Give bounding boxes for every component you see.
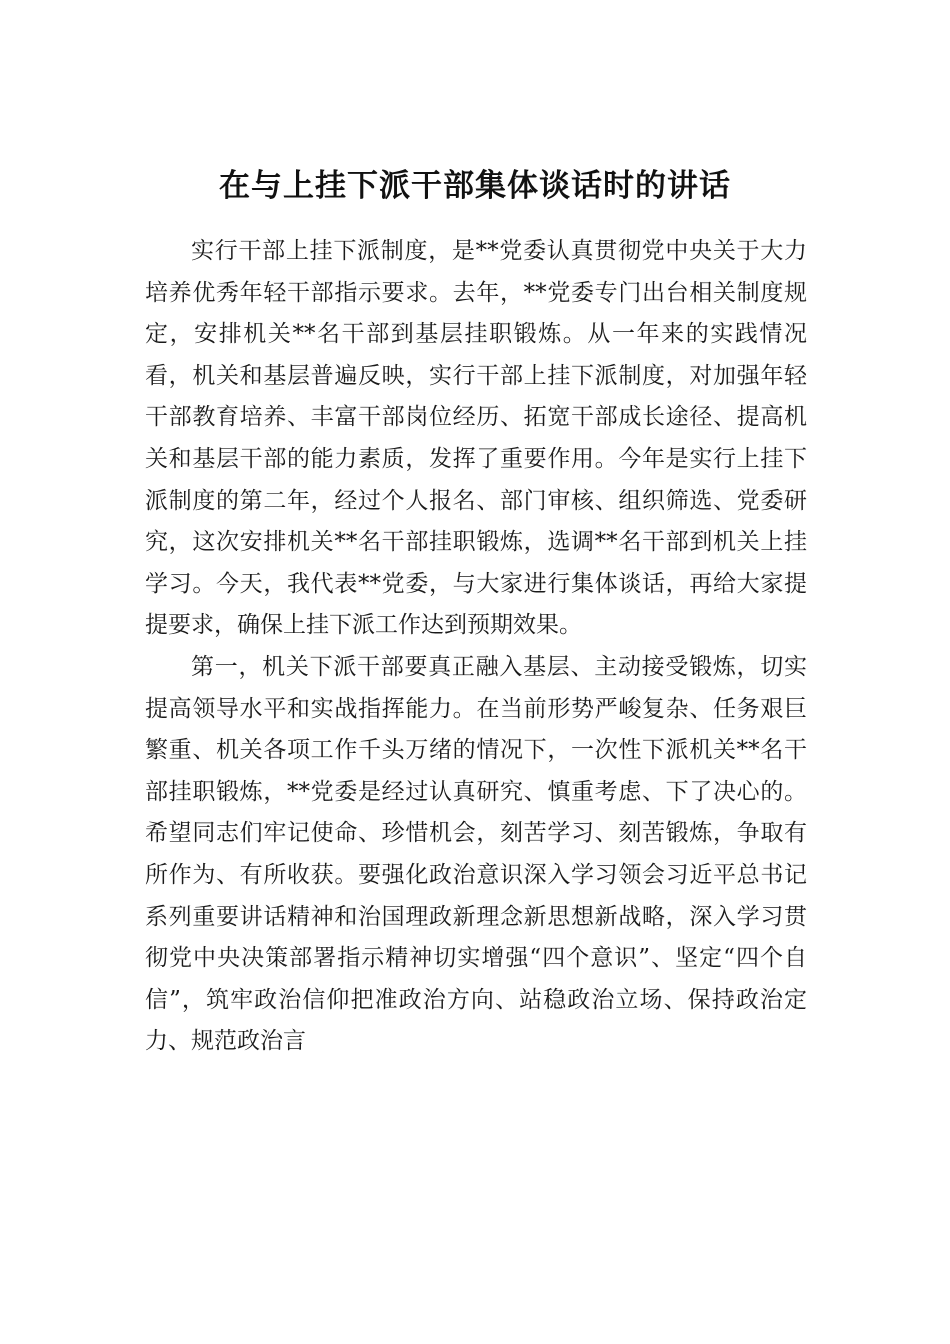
paragraph-intro: 实行干部上挂下派制度，是**党委认真贯彻党中央关于大力培养优秀年轻干部指示要求。去年，**党委专门出台相关制度规定，安排机关**名干部到基层挂职锻炼。从一年来的实践情况看，机关和基层普遍反映，实行干部上挂下派制度，对加强年轻干部教育培养、丰富干部岗位经历、拓宽干部成长途径、提高机关和基层干部的能力素质，发挥了重要作用。今年是实行上挂下派制度的第二年，经过个人报名、部门审核、组织筛选、党委研究，这次安排机关**名干部挂职锻炼，选调**名干部到机关上挂学习。今天，我代表**党委，与大家进行集体谈话，再给大家提提要求，确保上挂下派工作达到预期效果。 xyxy=(145,238,807,639)
document-title: 在与上挂下派干部集体谈话时的讲话 xyxy=(219,168,731,204)
document-body xyxy=(145,231,807,1321)
paragraph-first-point: 第一，机关下派干部要真正融入基层、主动接受锻炼，切实提高领导水平和实战指挥能力。在当前形势严峻复杂、任务艰巨繁重、机关各项工作千头万绪的情况下，一次性下派机关**名干部挂职锻炼，**党委是经过认真研究、慎重考虑、下了决心的。希望同志们牢记使命、珍惜机会，刻苦学习、刻苦锻炼，争取有所作为、有所收获。要强化政治意识深入学习领会习近平总书记系列重要讲话精神和治国理政新理念新思想新战略，深入学习贯彻党中央决策部署指示精神切实增强“四个意识”、坚定“四个自信”，筑牢政治信仰把准政治方向、站稳政治立场、保持政治定力、规范政治言 xyxy=(145,653,807,1055)
